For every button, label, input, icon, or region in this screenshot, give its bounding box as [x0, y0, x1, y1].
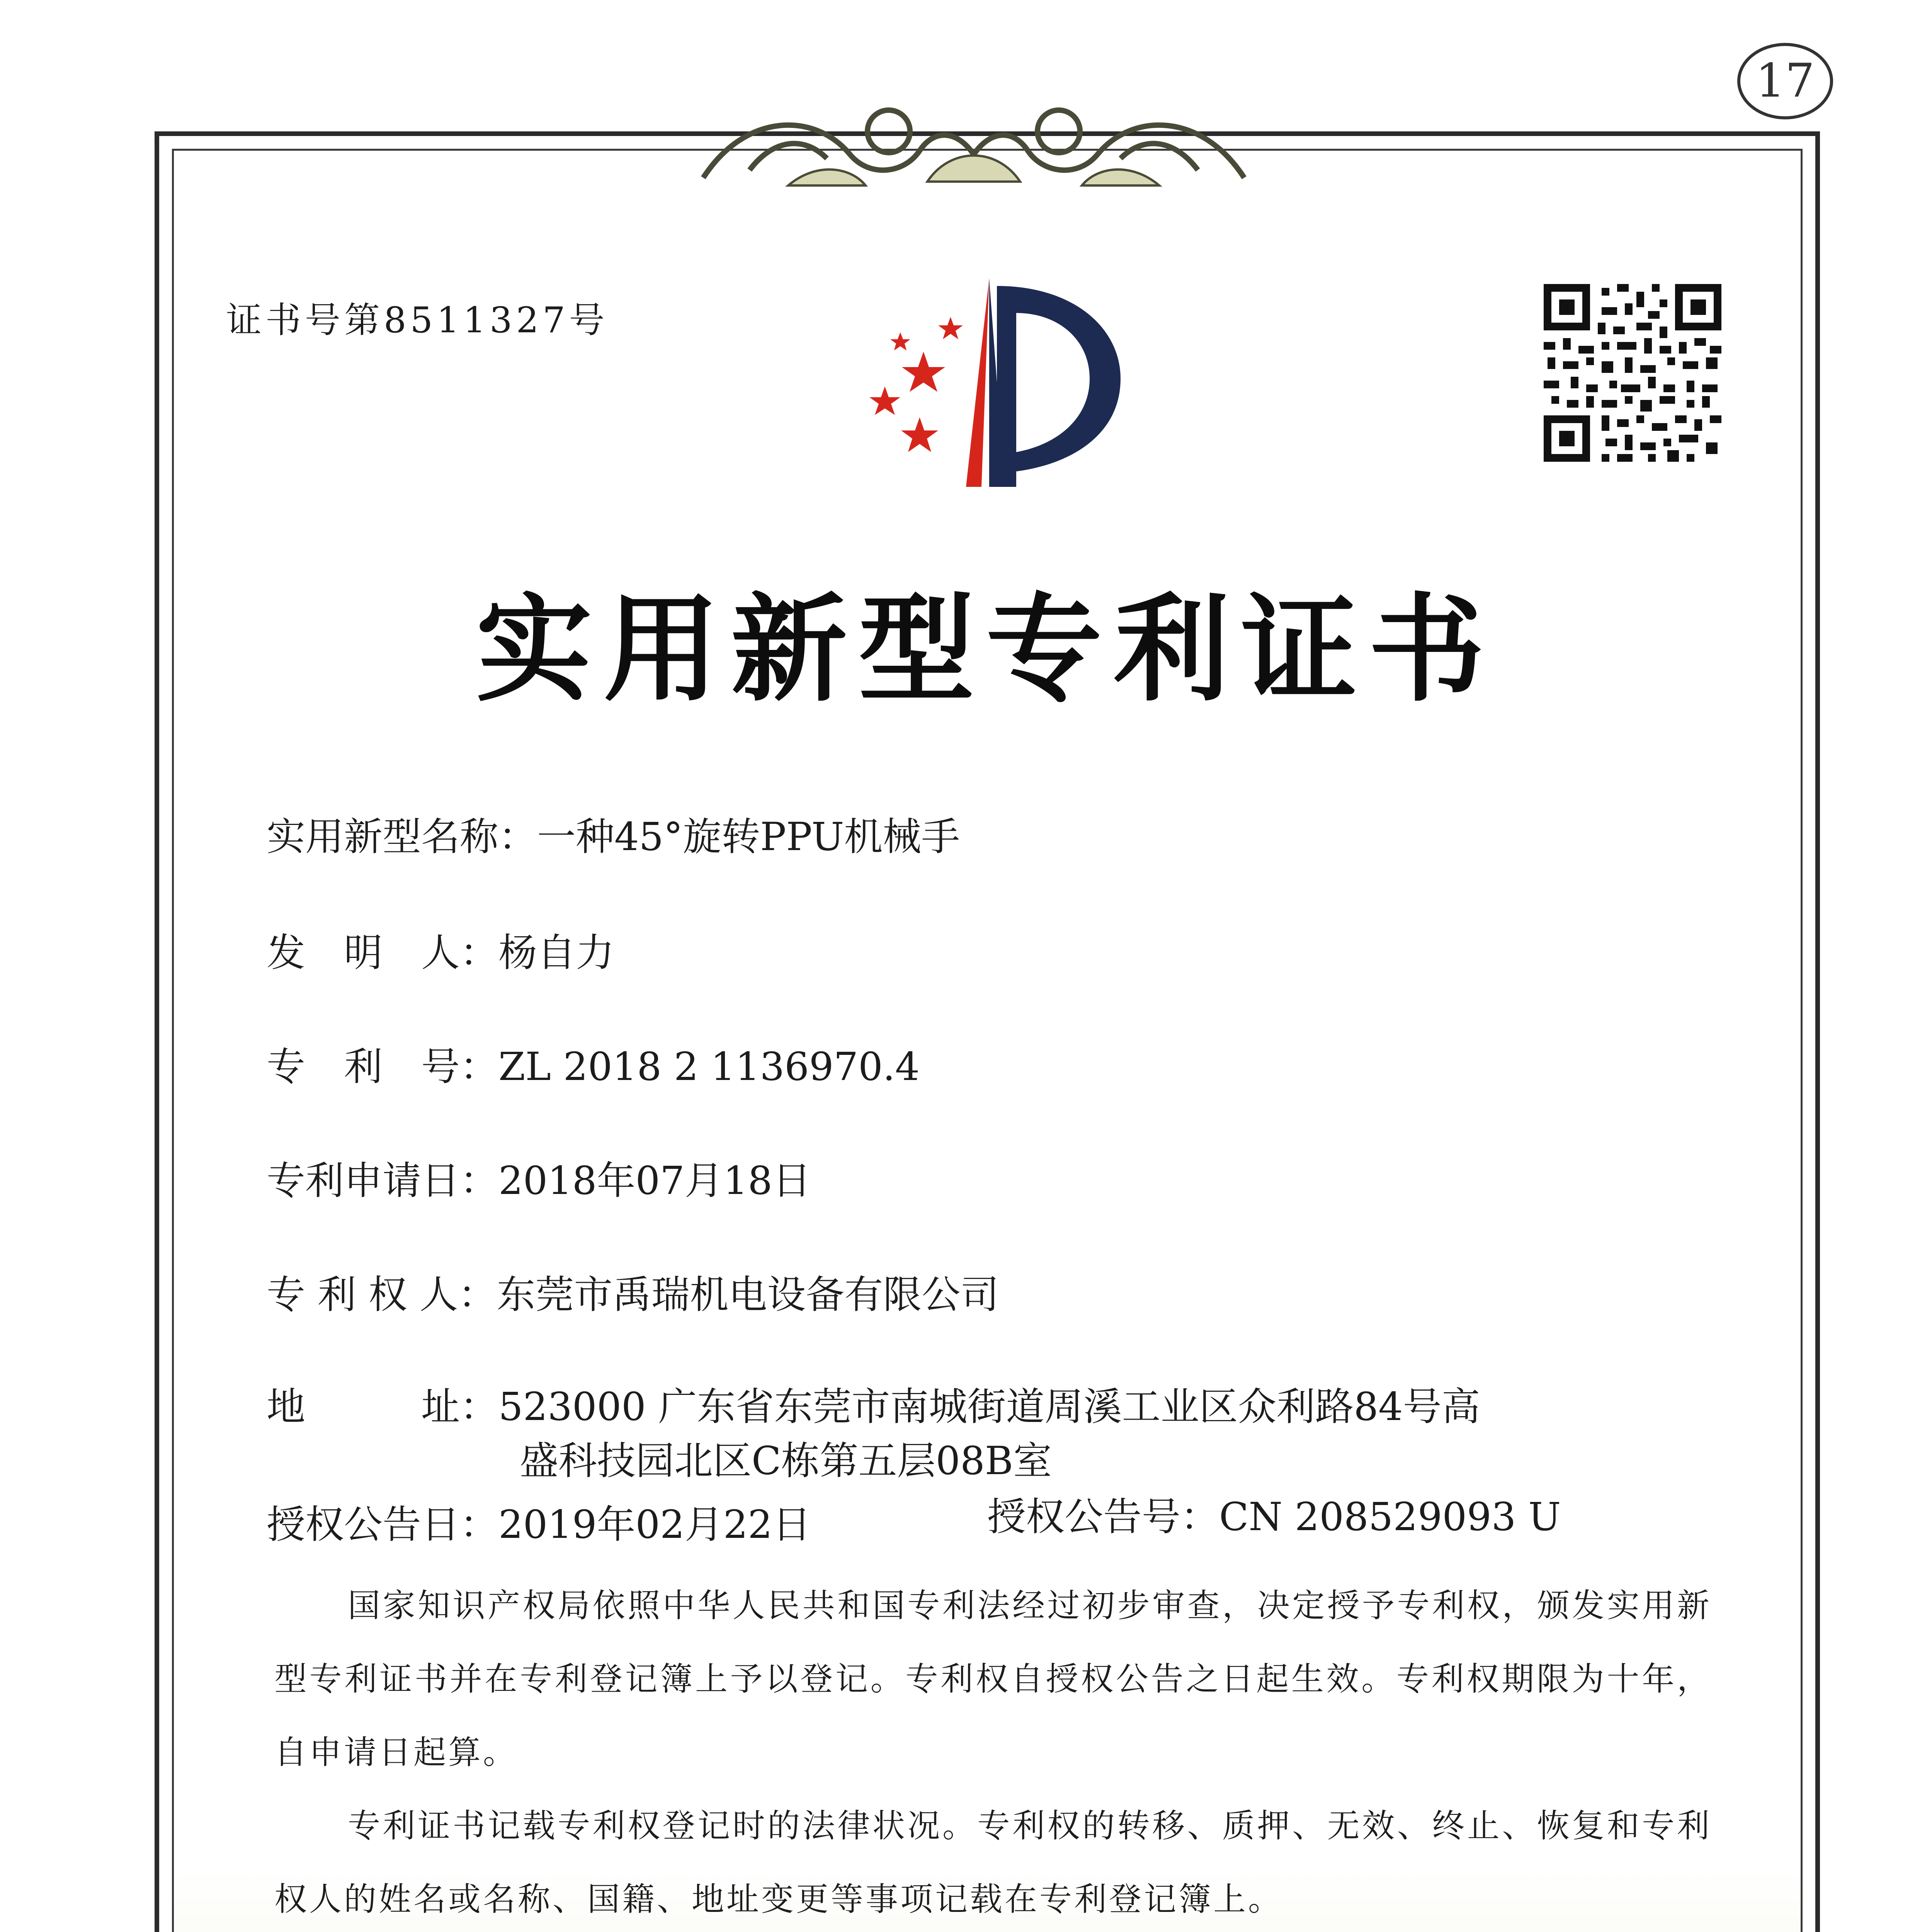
handwritten-note	[1727, 35, 1843, 128]
field-label: 实用新型名称：	[267, 814, 537, 859]
field-label: 地 址：	[267, 1384, 498, 1429]
field-grant-date	[267, 1493, 811, 1549]
field-value: 东莞市禹瑞机电设备有限公司	[497, 1272, 999, 1317]
field-grant-number	[987, 1486, 1561, 1541]
field-application-date	[267, 1150, 811, 1205]
field-label: 专利申请日：	[267, 1158, 498, 1203]
field-label: 授权公告日：	[267, 1502, 498, 1547]
statement-text	[274, 1569, 1712, 1932]
field-value: 杨自力	[498, 930, 614, 975]
field-label: 授权公告号：	[987, 1494, 1219, 1539]
field-value: 一种45°旋转PPU机械手	[537, 814, 960, 859]
paragraph-2: 专利证书记载专利权登记时的法律状况。专利权的转移、质押、无效、终止、恢复和专利权人的姓名或名称、国籍、地址变更等事项记载在专利登记簿上。	[274, 1807, 1712, 1918]
certificate-number: 证书号第8511327号	[226, 299, 609, 341]
field-patent-number	[267, 1036, 920, 1091]
field-label: 专 利 号：	[267, 1044, 498, 1089]
top-ornament-icon	[688, 89, 1260, 205]
field-label: 发 明 人：	[267, 930, 498, 975]
field-value: ZL 2018 2 1136970.4	[498, 1044, 920, 1089]
qr-code-icon	[1540, 280, 1725, 466]
field-value: 523000 广东省东莞市南城街道周溪工业区众利路84号高	[498, 1384, 1480, 1429]
field-value: CN 208529093 U	[1219, 1494, 1561, 1539]
field-address-line2: 盛科技园北区C栋第五层08B室	[520, 1438, 1052, 1483]
field-patentee	[267, 1264, 999, 1319]
svg-text:17: 17	[1755, 54, 1815, 108]
certificate-title: 实用新型专利证书	[476, 581, 1496, 717]
cnipa-logo-icon	[835, 270, 1128, 502]
field-inventor	[267, 922, 614, 977]
field-value: 2019年02月22日	[498, 1502, 811, 1547]
field-utility-name	[267, 806, 960, 861]
field-address	[267, 1376, 1480, 1431]
field-value: 2018年07月18日	[498, 1158, 811, 1203]
paragraph-1: 国家知识产权局依照中华人民共和国专利法经过初步审查，决定授予专利权，颁发实用新型专利证书并在专利登记簿上予以登记。专利权自授权公告之日起生效。专利权期限为十年，自申请日起算。	[274, 1587, 1712, 1771]
field-label: 专 利 权 人：	[267, 1272, 497, 1317]
